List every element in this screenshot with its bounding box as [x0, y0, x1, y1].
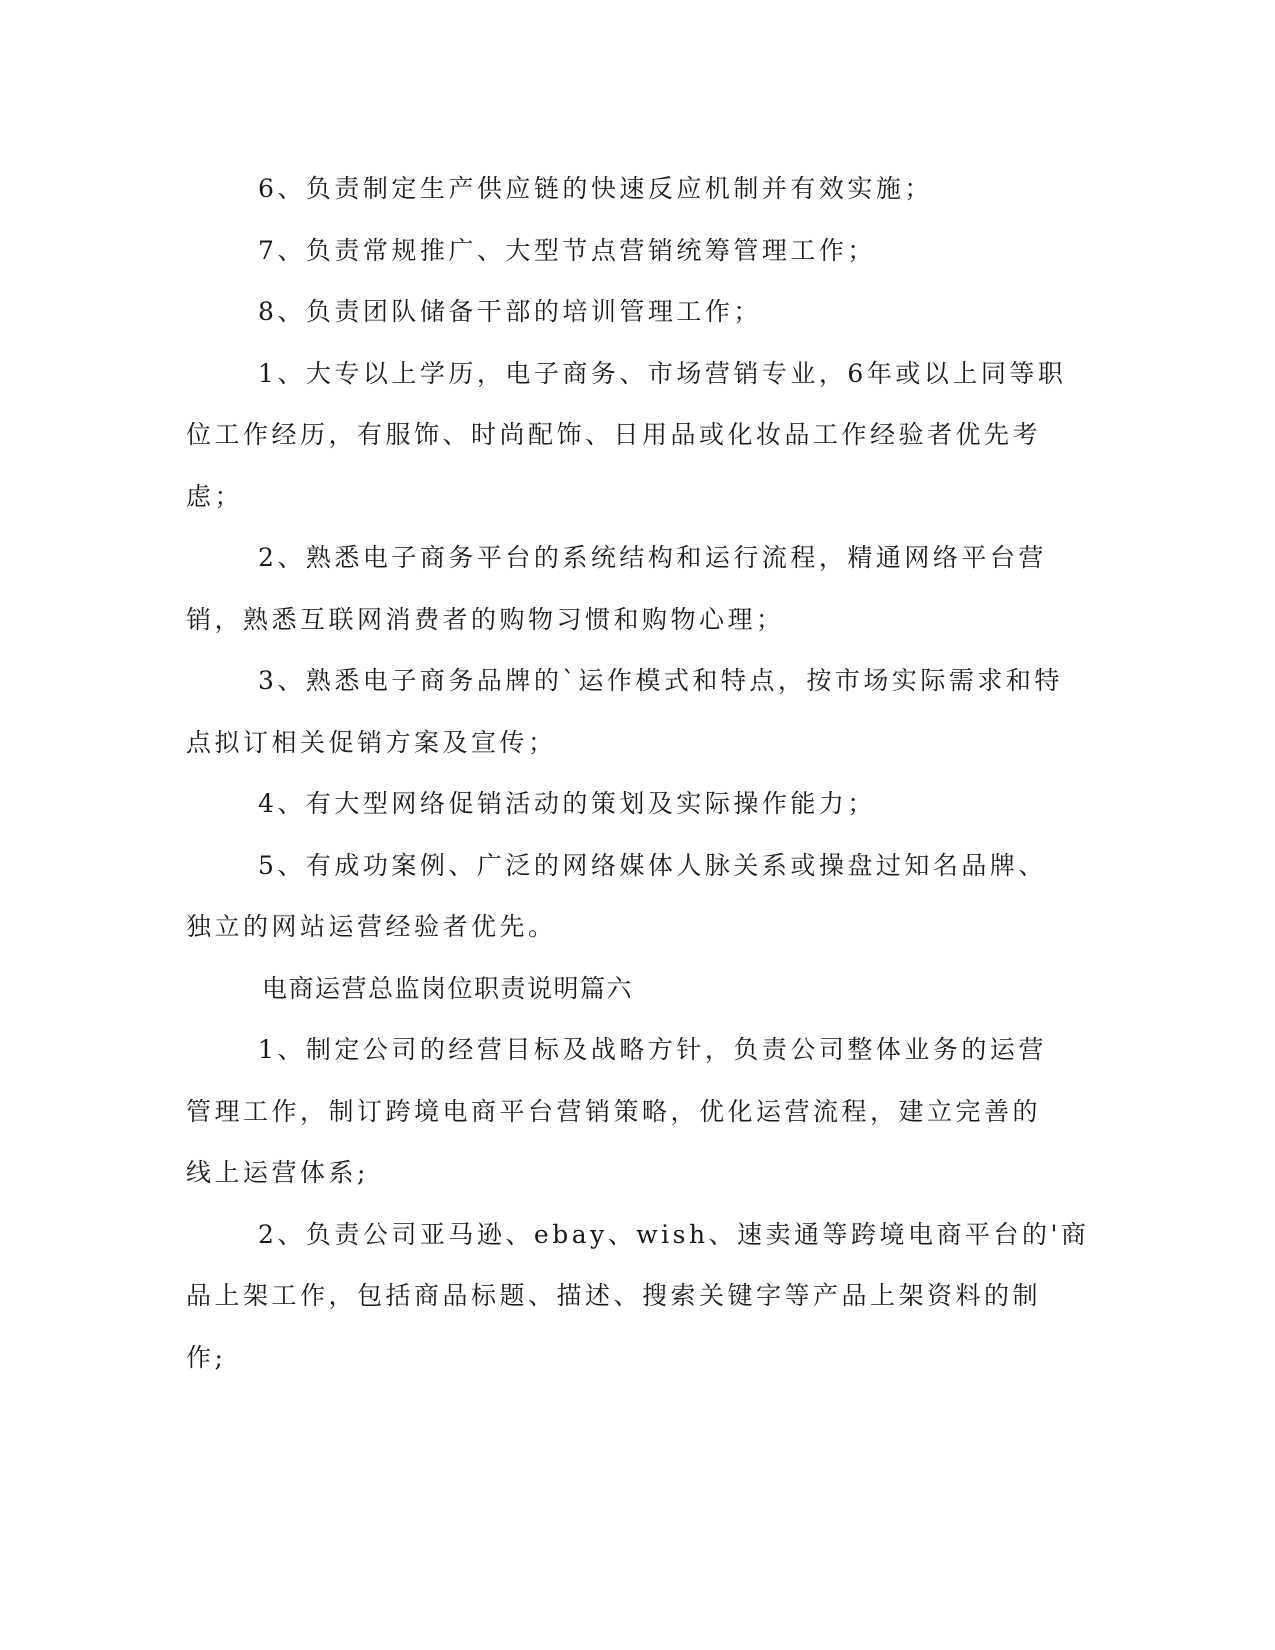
text-line: 7、负责常规推广、大型节点营销统筹管理工作；: [258, 235, 876, 265]
text-line: 品上架工作，包括商品标题、描述、搜索关键字等产品上架资料的制: [186, 1281, 1042, 1310]
text-line: 6、负责制定生产供应链的快速反应机制并有效实施；: [258, 174, 933, 203]
text-line: 1、大专以上学历，电子商务、市场营销专业，6年或以上同等职: [258, 358, 1067, 388]
text-line: 管理工作，制订跨境电商平台营销策略，优化运营流程，建立完善的: [186, 1096, 1042, 1126]
text-line: 线上运营体系;: [186, 1158, 369, 1187]
text-line: 1、制定公司的经营目标及战略方针，负责公司整体业务的运营: [258, 1035, 1047, 1064]
text-line: 5、有成功案例、广泛的网络媒体人脉关系或操盘过知名品牌、: [258, 850, 1047, 880]
section-heading: 电商运营总监岗位职责说明篇六: [262, 973, 634, 1003]
text-line: 销，熟悉互联网消费者的购物习惯和购物心理；: [186, 604, 785, 634]
text-line: 作;: [186, 1342, 227, 1372]
text-line: 点拟订相关促销方案及宣传；: [186, 727, 557, 757]
text-line: 4、有大型网络促销活动的策划及实际操作能力；: [258, 789, 876, 818]
text-line: 独立的网站运营经验者优先。: [186, 912, 557, 941]
document-body: [186, 158, 1090, 1388]
text-line: 虑；: [186, 481, 244, 511]
text-line: 位工作经历，有服饰、时尚配饰、日用品或化妆品工作经验者优先考: [186, 420, 1042, 449]
text-line: 3、熟悉电子商务品牌的`运作模式和特点，按市场实际需求和特: [258, 666, 1063, 695]
text-line: 8、负责团队储备干部的培训管理工作；: [258, 297, 762, 326]
text-line: 2、负责公司亚马逊、ebay、wish、速卖通等跨境电商平台的'商: [258, 1219, 1090, 1249]
text-line: 2、熟悉电子商务平台的系统结构和运行流程，精通网络平台营: [258, 543, 1047, 572]
